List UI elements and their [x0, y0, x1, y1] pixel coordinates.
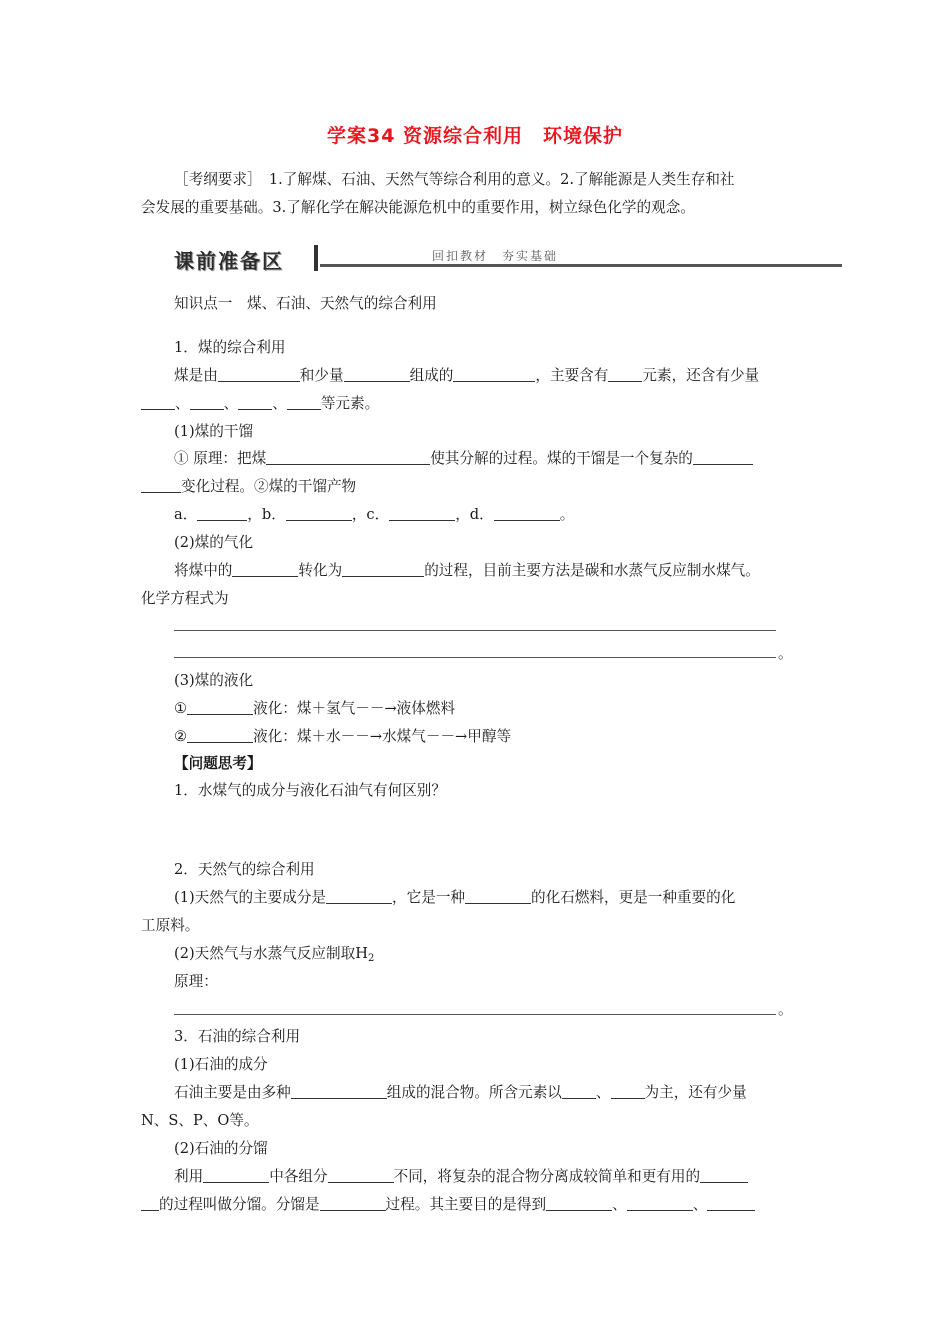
blank — [494, 505, 560, 521]
blank — [187, 727, 253, 743]
natural-gas-line-1: (1)天然气的主要成分是 ，它是一种 的化石燃料，更是一种重要的化 — [174, 889, 736, 906]
liquefaction-line-1: ① 液化：煤＋氢气－－→液体燃料 — [174, 700, 456, 717]
blank — [266, 449, 430, 465]
blank — [453, 366, 535, 382]
period: 。 — [778, 1001, 793, 1018]
blank — [320, 1195, 386, 1211]
banner-subtitle: 回扣教材 夯实基础 — [432, 249, 559, 263]
blank — [344, 366, 410, 382]
period: 。 — [778, 645, 793, 662]
blank — [562, 1083, 596, 1099]
blank — [286, 505, 352, 521]
banner-label: 课前准备区 — [174, 249, 284, 273]
question-1: 1．水煤气的成分与液化石油气有何区别？ — [174, 782, 446, 799]
blank — [546, 1195, 612, 1211]
distillation-heading: (1)煤的干馏 — [174, 423, 254, 440]
coal-line-1: 煤是由 和少量 组成的 ，主要含有 元素，还含有少量 — [174, 367, 760, 384]
blank — [611, 1083, 645, 1099]
petroleum-heading: 3．石油的综合利用 — [174, 1028, 301, 1045]
gasification-heading: (2)煤的气化 — [174, 534, 254, 551]
banner-rule — [320, 264, 842, 267]
liquefaction-heading: (3)煤的液化 — [174, 672, 254, 689]
knowledge-point-heading: 知识点一 煤、石油、天然气的综合利用 — [174, 295, 437, 312]
blank — [287, 394, 321, 410]
page-title: 学案34 资源综合利用 环境保护 — [326, 125, 624, 147]
natural-gas-principle: 原理： — [174, 973, 218, 990]
petroleum-composition-line-1: 石油主要是由多种 组成的混合物。所含元素以 、 为主，还有少量 — [174, 1084, 747, 1101]
requirements-line-2: 会发展的重要基础。3.了解化学在解决能源危机中的重要作用，树立绿色化学的观念。 — [141, 199, 695, 216]
answer-line — [174, 1014, 776, 1015]
blank — [203, 1167, 269, 1183]
fractionation-line-2: 的过程叫做分馏。分馏是 过程。其主要目的是得到 、 、 — [141, 1195, 755, 1215]
banner-divider — [314, 245, 318, 271]
blank — [627, 1195, 693, 1211]
natural-gas-heading: 2．天然气的综合利用 — [174, 861, 315, 878]
blank — [608, 366, 642, 382]
petroleum-composition-heading: (1)石油的成分 — [174, 1056, 268, 1073]
liquefaction-line-2: ② 液化：煤＋水－－→水煤气－－→甲醇等 — [174, 728, 512, 745]
coal-heading: 1．煤的综合利用 — [174, 339, 286, 356]
blank — [342, 561, 424, 577]
distillation-line-1: ① 原理：把煤 使其分解的过程。煤的干馏是一个复杂的 — [174, 449, 753, 469]
natural-gas-line-2: 工原料。 — [141, 917, 200, 934]
fractionation-heading: (2)石油的分馏 — [174, 1140, 268, 1157]
blank — [187, 699, 253, 715]
natural-gas-line-3: (2)天然气与水蒸气反应制取$H_2$ — [174, 945, 375, 964]
blank — [218, 366, 300, 382]
blank — [141, 477, 181, 493]
blank — [465, 888, 531, 904]
blank — [291, 1083, 387, 1099]
blank — [700, 1167, 748, 1183]
blank — [197, 505, 247, 521]
blank — [190, 394, 224, 410]
distillation-products: a． ，b． ，c． ，d． 。 — [174, 506, 575, 523]
requirements-line-1: ［考纲要求］ 1.了解煤、石油、天然气等综合利用的意义。2.了解能源是人类生存和社 — [174, 171, 735, 188]
blank — [328, 1167, 394, 1183]
blank — [707, 1195, 755, 1211]
petroleum-composition-line-2: N、S、P、O等。 — [141, 1112, 259, 1129]
coal-line-2: 、 、 、 等元素。 — [141, 394, 379, 414]
gasification-line-1: 将煤中的 转化为 的过程，目前主要方法是碳和水蒸气反应制水煤气。 — [174, 562, 760, 579]
section-banner — [174, 243, 842, 275]
distillation-line-2: 变化过程。②煤的干馏产物 — [141, 477, 356, 497]
question-heading: 【问题思考】 — [174, 755, 262, 772]
fractionation-line-1: 利用 中各组分 不同，将复杂的混合物分离成较简单和更有用的 — [174, 1167, 748, 1187]
blank — [238, 394, 272, 410]
gasification-line-2: 化学方程式为 — [141, 590, 229, 607]
answer-line — [174, 657, 776, 658]
blank — [141, 1195, 159, 1211]
blank — [693, 449, 753, 465]
blank — [141, 394, 175, 410]
blank — [326, 888, 392, 904]
blank — [389, 505, 455, 521]
answer-line — [174, 630, 776, 631]
blank — [232, 561, 298, 577]
